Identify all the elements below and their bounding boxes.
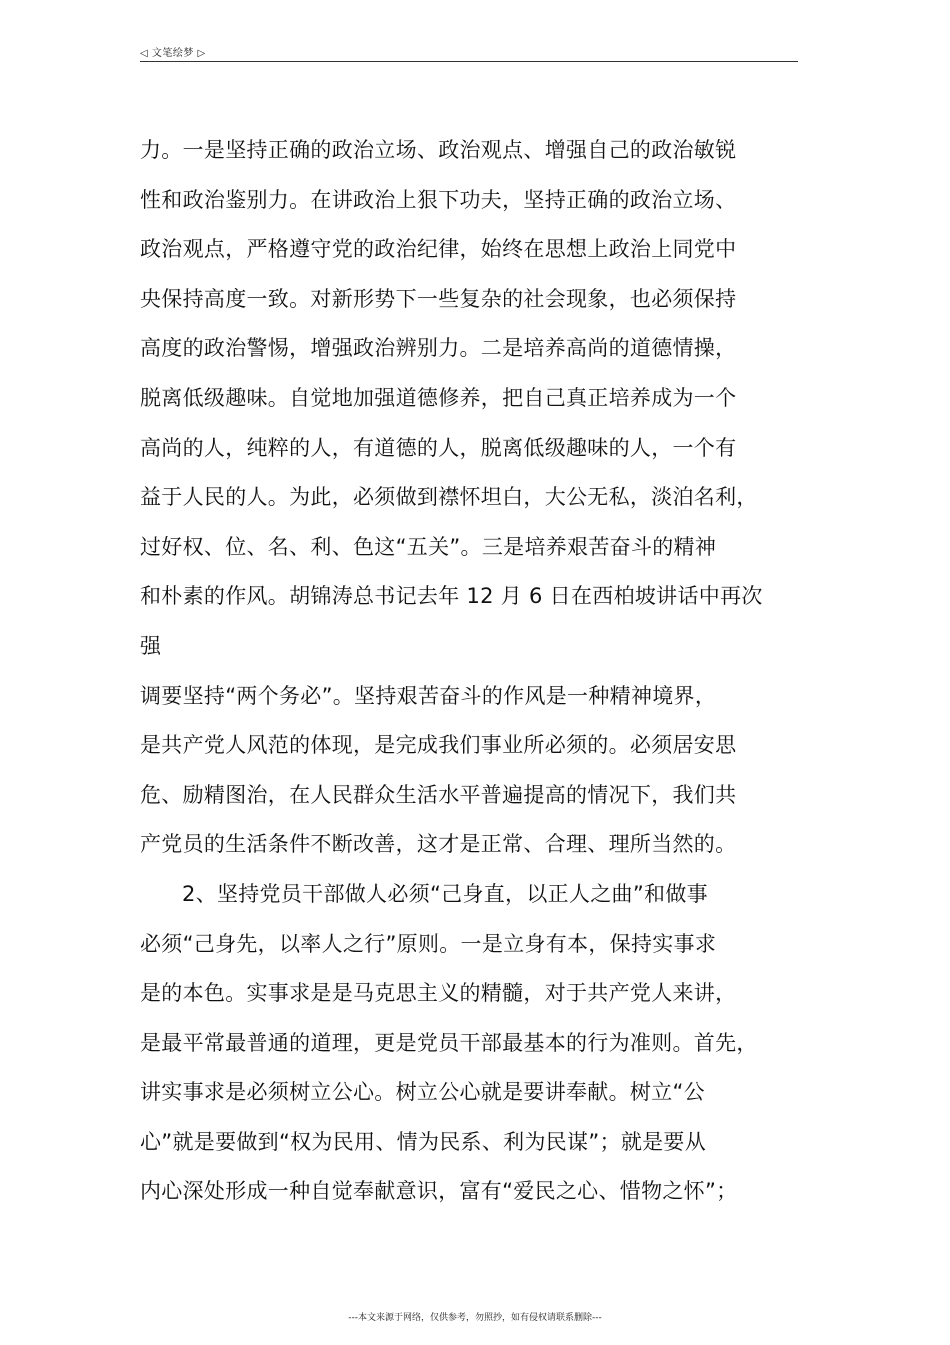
header-rule (140, 61, 798, 62)
text-line: 是最平常最普通的道理，更是党员干部最基本的行为准则。首先， (140, 1030, 758, 1055)
text-line: 和朴素的作风。胡锦涛总书记去年 12 月 6 日在西柏坡讲话中再次 (140, 584, 763, 609)
text-line: 内心深处形成一种自觉奉献意识，富有“爱民之心、惜物之怀”； (140, 1179, 738, 1204)
paragraph-start-line: 2、坚持党员干部做人必须“己身直，以正人之曲”和做事 (182, 881, 708, 906)
text-line: 调要坚持“两个务必”。坚持艰苦奋斗的作风是一种精神境界， (140, 683, 717, 708)
text-line: 必须“己身先，以率人之行”原则。一是立身有本，保持实事求 (140, 931, 717, 956)
text-line: 心”就是要做到“权为民用、情为民系、利为民谋”；就是要从 (140, 1129, 707, 1154)
text-line: 是共产党人风范的体现，是完成我们事业所必须的。必须居安思 (140, 733, 737, 758)
text-line: 高度的政治警惕，增强政治辨别力。二是培养高尚的道德情操， (140, 336, 737, 361)
text-line: 危、励精图治，在人民群众生活水平普遍提高的情况下，我们共 (140, 782, 737, 807)
text-line: 央保持高度一致。对新形势下一些复杂的社会现象，也必须保持 (140, 286, 737, 311)
page-header: ◁ 文笔绘梦 ▷ (140, 48, 206, 59)
text-line: 性和政治鉴别力。在讲政治上狠下功夫，坚持正确的政治立场、 (140, 187, 737, 212)
text-line: 产党员的生活条件不断改善，这才是正常、合理、理所当然的。 (140, 832, 737, 857)
text-line: 脱离低级趣味。自觉地加强道德修养，把自己真正培养成为一个 (140, 385, 737, 410)
text-line: 益于人民的人。为此，必须做到襟怀坦白，大公无私，淡泊名利， (140, 485, 758, 510)
text-line: 过好权、位、名、利、色这“五关”。三是培养艰苦奋斗的精神 (140, 534, 717, 559)
page-footer: ---本文来源于网络，仅供参考，勿照抄，如有侵权请联系删除--- (348, 1313, 602, 1323)
text-line: 力。一是坚持正确的政治立场、政治观点、增强自己的政治敏锐 (140, 138, 737, 162)
document-body (140, 126, 806, 1217)
text-line: 政治观点，严格遵守党的政治纪律，始终在思想上政治上同党中 (140, 237, 737, 262)
text-line: 讲实事求是必须树立公心。树立公心就是要讲奉献。树立“公 (140, 1080, 705, 1105)
text-line: 高尚的人，纯粹的人，有道德的人，脱离低级趣味的人，一个有 (140, 435, 737, 460)
text-line: 是的本色。实事求是是马克思主义的精髓，对于共产党人来讲， (140, 981, 737, 1006)
text-line: 强 (140, 633, 162, 658)
